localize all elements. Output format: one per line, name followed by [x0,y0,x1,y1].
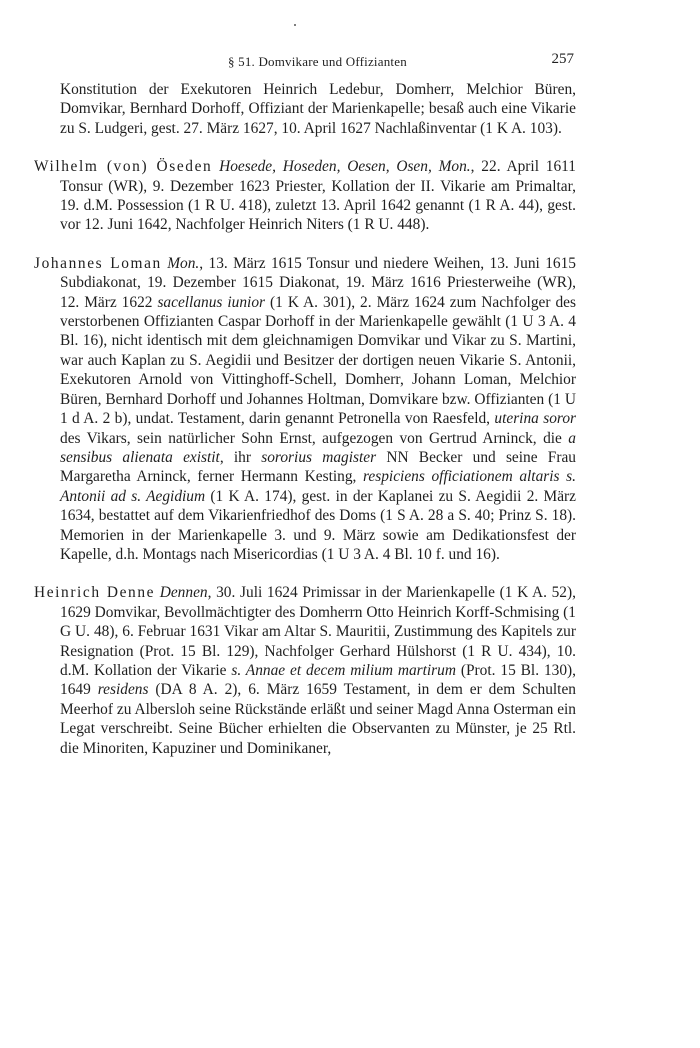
entry-heinrich-denne [34,583,576,758]
entry-text: (1 K A. 301), 2. März 1624 zum Nachfolger des verstorbenen Offizianten Caspar Dorhoff in der Marienkapelle gewählt (1 U 3 A. 4 Bl. 16), nicht identisch mit dem gleichnamigen Domvikar und Vikar zu S. Martini, war auch Kaplan zu S. Aegidii und Besitzer der dortigen neuen Vikarie S. Antonii, Exekutoren Arnold von Vittinghoff-Schell, Domherr, Johann Loman, Melchior Büren, Bernhard Dorhoff und Johannes Holtman, Domvikare bzw. Offizianten (1 U 1 d A. 2 b), undat. Testament, darin genannt Petronella von Raesfeld, [60,293,576,428]
running-head: § 51. Domvikare und Offizianten [228,54,407,69]
latin-phrase: sororius magister [261,448,377,466]
entry-variants: Dennen [159,584,208,602]
scan-speck [294,24,296,26]
latin-phrase: respiciens officiationem altaris s. Antonii ad s. Aegidium [60,468,576,505]
entry-text: des Vikars, sein natürlicher Sohn Ernst, aufgezogen von Gertrud Arninck, die [60,429,569,447]
entry-wilhelm-oseden [34,157,576,235]
latin-phrase: s. Annae et decem milium martirum [231,661,456,679]
latin-phrase: uterina soror [494,410,576,428]
entry-variants: Mon. [167,254,200,272]
latin-phrase: residens [97,681,149,699]
entry-text: Konstitution der Exekutoren Heinrich Ledebur, Domherr, Melchior Büren, Domvikar, Bernhard Dorhoff, Offiziant der Marienkapelle; besaß auch eine Vikarie zu S. Ludgeri, gest. 27. März 1627, 10. April 1627 Nachlaßinventar (1 K A. 103). [60,81,576,137]
entry-text: (Prot. 15 Bl. 130), 1649 [60,661,576,699]
entry-name: Heinrich Denne [34,584,156,602]
entry-johannes-loman [34,254,576,565]
entry-text: , ihr [219,448,262,466]
page-body [34,80,576,777]
entry-text: , 13. März 1615 Tonsur und niedere Weihen, 13. Juni 1615 Subdiakonat, 19. Dezember 1615 Diakonat, 19. März 1616 Priesterweihe (WR), 12. März 1622 [60,254,576,311]
entry-continuation [34,80,576,138]
entry-name: Wilhelm (von) Öseden [34,158,213,176]
entry-text: NN Becker und seine Frau Margaretha Arninck, ferner Hermann Kesting, [60,448,577,486]
entry-variants: Hoesede, Hoseden, Oesen, Osen, Mon. [219,158,471,176]
entry-text: (1 K A. 174), gest. in der Kaplanei zu S. Aegidii 2. März 1634, bestattet auf dem Vikarienfriedhof des Doms (1 S A. 28 a S. 40; Prinz S. 18). Memorien in der Marienkapelle 3. und 9. März sowie am Dedikationsfest der Kapelle, d.h. Montags nach Misericordias (1 U 3 A. 4 Bl. 10 f. und 16). [60,487,576,563]
page-header [0,50,700,72]
entry-text: , 30. Juli 1624 Primissar in der Marienkapelle (1 K A. 52), 1629 Domvikar, Bevollmächtigter des Domherrn Otto Heinrich Korff-Schmising (1 G U. 48), 6. Februar 1631 Vikar am Altar S. Mauritii, Zustimmung des Kapitels zur Resignation (Prot. 15 Bl. 129), Nachfolger Gerhard Hülshorst (1 R U. 434), 10. d.M. Kollation der Vikarie [60,584,576,679]
latin-phrase: sacellanus iunior [157,293,266,311]
latin-phrase: a sensibus alienata existit [60,429,576,466]
entry-text: (DA 8 A. 2), 6. März 1659 Testament, in dem er dem Schulten Meerhof zu Albersloh seine Rückstände erläßt und seiner Magd Anna Osterman ein Legat verschreibt. Seine Bücher erhielten die Observanten zu Münster, je 25 Rtl. die Minoriten, Kapuziner und Dominikaner, [60,681,576,757]
page-number: 257 [551,51,574,67]
entry-name: Johannes Loman [34,254,162,272]
entry-text: , 22. April 1611 Tonsur (WR), 9. Dezember 1623 Priester, Kollation der II. Vikarie am Primaltar, 19. d.M. Possession (1 R U. 418), zuletzt 13. April 1642 genannt (1 R A. 44), gest. vor 12. Juni 1642, Nachfolger Heinrich Niters (1 R U. 448). [60,158,576,234]
